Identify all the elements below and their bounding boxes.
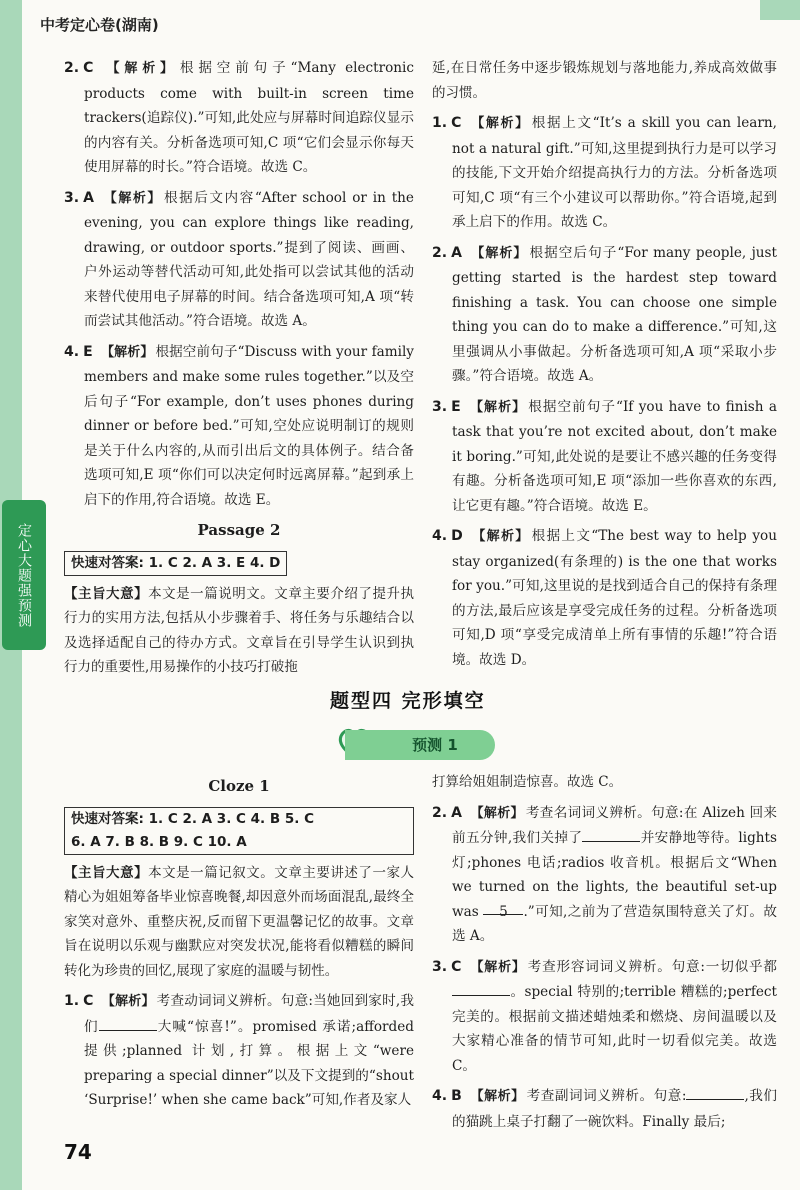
answer-blank: 5 [483,900,523,915]
answer-blank [99,1016,157,1031]
answer-blank [452,981,510,996]
section-title: 题型四 完形填空 [330,690,486,712]
right-column-cloze [432,770,777,1140]
cloze-title: Cloze 1 [208,777,270,795]
explanation-item: 3. C 【解析】 考查形容词词义辨析。句意:一切似乎都。special 特别的;terrible 糟糕的;perfect 完美的。根据前文描述蜡烛柔和燃烧、房间温暖以及大家精心准备的情节可知,此时一切看似完美。故选 C。 [432,958,777,1074]
prediction-label: 预测 1 [345,730,495,760]
main-idea: 【主旨大意】本文是一篇说明文。文章主要介绍了提升执行力的实用方法,包括从小步骤着手、将任务与乐趣结合以及选择适配自己的待办方式。文章旨在引导学生认识到执行力的重要性,用易操作的小技巧打破拖 [64,585,414,675]
main-idea: 【主旨大意】本文是一篇记叙文。文章主要讲述了一家人精心为姐姐筹备毕业惊喜晚餐,却因意外而场面混乱,最终全家笑对意外、重整庆祝,反而留下更温馨记忆的故事。文章旨在说明以乐观与幽默应对突发状况,能将看似糟糕的瞬间转化为珍贵的回忆,展现了家庭的温暖与韧性。 [64,864,414,979]
corner-decoration [760,0,800,20]
explanation-item: 2. A 【解析】 根据空后句子“For many people, just getting started is the hardest step toward finishing a task. You can choose one simple thing you can do to make a difference.”可知,这里强调从小事做起。分析备选项可知,A 项“采取小步骤。”符合语境。故选 A。 [432,244,777,384]
left-column-cloze [64,770,414,1119]
explanation-continued: 打算给姐姐制造惊喜。故选 C。 [432,774,623,790]
passage-title: Passage 2 [197,521,281,539]
page-header: 中考定心卷(湖南) [40,16,159,34]
answer-blank [582,827,640,842]
explanation-item: 4. B 【解析】 考查副词词义辨析。句意: ,我们的猫跳上桌子打翻了一碗饮料。Finally 最后; [432,1084,777,1134]
main-idea-continued: 延,在日常任务中逐步锻炼规划与落地能力,养成高效做事的习惯。 [432,60,777,101]
side-tab: 定心大题强预测 [2,500,46,650]
explanation-item: 3. E 【解析】 根据空前句子“If you have to finish a task that you’re not excited about, don’t make it boring.”可知,此处说的是要让不感兴趣的任务变得有趣。分析备选项可知,E 项“添加一些你喜欢的东西,让它更有趣。”符合语境。故选 E。 [432,398,778,514]
explanation-item: 4. E 【解析】 根据空前句子“Discuss with your family members and make some rules together.”以及空后句子“For example, don’t uses phones during dinner or before bed.”可知,空处应说明制订的规则是关于什么内容的,从而引出后文的具体例子。结合备选项可知,E 项“你们可以决定何时远离屏幕。”起到承上启下的作用,符合语境。故选 E。 [64,343,414,508]
explanation-item: 3. A 【解析】 根据后文内容“After school or in the evening, you can explore things like reading, drawing, or outdoor sports.”提到了阅读、画画、户外运动等替代活动可知,此处指可以尝试其他的活动来替代使用电子屏幕的时间。结合备选项可知,A 项“转而尝试其他活动。”符合语境。故选 A。 [64,189,414,329]
explanation-item: 4. D 【解析】 根据上文“The best way to help you stay organized(有条理的) is the one that works for you.”可知,这里说的是找到适合自己的保持有条理的方法,最后应该是享受完成任务的过程。分析备选项可知,D 项“享受完成清单上所有事情的乐趣!”符合语境。故选 D。 [432,528,777,668]
explanation-item: 2. A 【解析】 考查名词词义辨析。句意:在 Alizeh 回来前五分钟,我们关掉了 并安静地等待。lights 灯;phones 电话;radios 收音机。根据后文“When we turned on the lights, the beautiful set-up was 5 .”可知,之前为了营造氛围特意关了灯。故选 A。 [432,804,778,944]
explanation-item: 2. C 【解析】 根据空前句子“Many electronic products come with built-in screen time trackers(追踪仪).”可知,此处应与屏幕时间追踪仪显示的内容有关。分析备选项可知,C 项“它们会显示你每天使用屏幕的时长。”符合语境。故选 C。 [64,60,414,175]
explanation-item: 1. C 【解析】 根据上文“It’s a skill you can learn, not a natural gift.”可知,这里提到执行力是可以学习的技能,下文开始介绍提高执行力的方法。分析备选项可知,C 项“有三个小建议可以帮助你。”符合语境,起到承上启下的作用。故选 C。 [432,115,777,230]
page-number: 74 [64,1140,92,1164]
left-column [64,56,414,686]
quick-answer-box: 快速对答案: 1. C 2. A 3. C 4. B 5. C 6. A 7. B 8. B 9. C 10. A [64,807,414,855]
quick-answer-box: 快速对答案: 1. C 2. A 3. E 4. D [64,551,287,576]
answer-blank [686,1085,744,1100]
explanation-item: 1. C 【解析】 考查动词词义辨析。句意:当她回到家时,我们 大喊“惊喜!”。promised 承诺;afforded 提供;planned 计划,打算。根据上文“were preparing a special dinner”以及下文提到的“shout ‘Surprise!’ when she came back”可知,作者及家人 [64,993,414,1108]
right-column [432,56,777,678]
